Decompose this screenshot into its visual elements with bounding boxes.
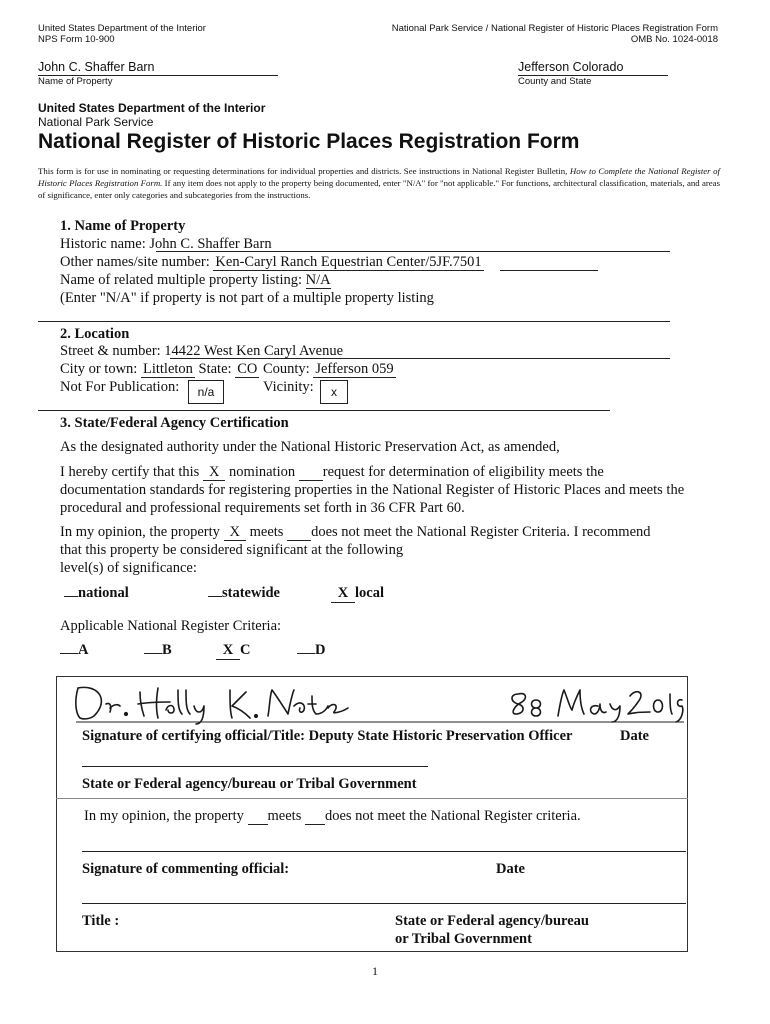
header-county-label: County and State [518, 76, 592, 87]
opinion-line-1: In my opinion, the property X meets does not meet the National Register Criteria. I recommend [60, 524, 651, 540]
street-value: 14422 West Ken Caryl Avenue [164, 343, 344, 359]
other-names-row: Other names/site number: Ken-Caryl Ranch Equestrian Center/5JF.7501 [60, 254, 482, 270]
agency-bureau-line-1: State or Federal agency/bureau [395, 913, 589, 929]
state-value: CO [237, 361, 258, 377]
header-form-number: NPS Form 10-900 [38, 34, 115, 45]
level-statewide: statewide [208, 585, 280, 602]
header-property-name: John C. Shaffer Barn [38, 60, 155, 74]
certify-line-3: procedural and professional requirements set forth in 36 CFR Part 60. [60, 500, 465, 516]
title-dept: United States Department of the Interior [38, 101, 266, 115]
header-agency-form: National Park Service / National Register of Historic Places Registration Form [391, 23, 718, 34]
title-service: National Park Service [38, 115, 154, 129]
agency-bureau-line-2: or Tribal Government [395, 931, 532, 947]
criteria-d: D [297, 642, 325, 659]
historic-name-value: John C. Shaffer Barn [149, 236, 272, 252]
historic-name-row: Historic name: John C. Shaffer Barn [60, 236, 272, 252]
related-listing-note: (Enter "N/A" if property is not part of a multiple property listing [60, 290, 434, 306]
instructions: This form is for use in nominating or requesting determinations for individual properties and districts. See instructions in National Register Bulletin, How to Complete the National Register of Historic Places Registration Form. If any item does not apply to the property being documented, enter "N/A" for "not applicable." For functions, architectural classification, materials, and areas of significance, enter only categories and subcategories from the instructions. [38, 166, 721, 200]
header-county-state: Jefferson Colorado [518, 60, 624, 74]
commenting-date-label: Date [496, 861, 525, 877]
vicinity-box: x [320, 380, 348, 404]
commenting-opinion-text: In my opinion, the property meets does not meet the National Register criteria. [84, 808, 581, 824]
street-row: Street & number: 14422 West Ken Caryl Avenue [60, 343, 344, 359]
opinion-meets-mark: X [224, 524, 246, 541]
level-local: X local [331, 585, 384, 603]
related-listing-value: N/A [305, 272, 331, 288]
handwritten-signature-icon [70, 680, 690, 726]
commenting-official-label: Signature of commenting official: [82, 861, 290, 877]
section-2-heading: 2. Location [60, 326, 130, 342]
criteria-b: B [144, 642, 172, 659]
not-for-publication-label: Not For Publication: [60, 379, 180, 395]
other-names-value: Ken-Caryl Ranch Equestrian Center/5JF.7501 [215, 254, 482, 270]
authority-text: As the designated authority under the National Historic Preservation Act, as amended, [60, 439, 560, 455]
agency-label: State or Federal agency/bureau or Tribal Government [82, 776, 417, 792]
certifying-official-label: Signature of certifying official/Title: Deputy State Historic Preservation Officer [82, 728, 573, 744]
opinion-not-meet-mark [287, 524, 311, 541]
page-number: 1 [372, 964, 378, 978]
level-national: national [64, 585, 129, 602]
certify-line-1: I hereby certify that this X nomination request for determination of eligibility meets the [60, 464, 604, 480]
city-row: City or town: Littleton State: CO County: Jefferson 059 [60, 361, 394, 377]
not-for-publication-box: n/a [188, 380, 224, 404]
certifying-date-label: Date [620, 728, 649, 744]
criteria-c: X C [216, 642, 250, 660]
page-title: National Register of Historic Places Registration Form [38, 130, 580, 153]
certifying-official-title: Deputy State Historic Preservation Officer [308, 728, 573, 744]
criteria-a: A [60, 642, 88, 659]
certify-line-2: documentation standards for registering properties in the National Register of Historic Places and meets the [60, 482, 685, 498]
criteria-label: Applicable National Register Criteria: [60, 618, 282, 634]
opinion-line-2: that this property be considered significant at the following [60, 542, 404, 558]
county-value: Jefferson 059 [315, 361, 394, 377]
vicinity-label: Vicinity: [263, 379, 314, 395]
section-1-heading: 1. Name of Property [60, 218, 186, 234]
certify-nomination-mark: X [203, 464, 225, 481]
title-label: Title : [82, 913, 120, 929]
header-dept: United States Department of the Interior [38, 23, 206, 34]
certify-determination-mark [299, 464, 323, 481]
city-value: Littleton [142, 361, 193, 377]
header-property-label: Name of Property [38, 76, 113, 87]
related-listing-row: Name of related multiple property listing: N/A [60, 272, 331, 288]
section-3-heading: 3. State/Federal Agency Certification [60, 415, 289, 431]
header-omb-number: OMB No. 1024-0018 [630, 34, 718, 45]
opinion-line-3: level(s) of significance: [60, 560, 197, 576]
